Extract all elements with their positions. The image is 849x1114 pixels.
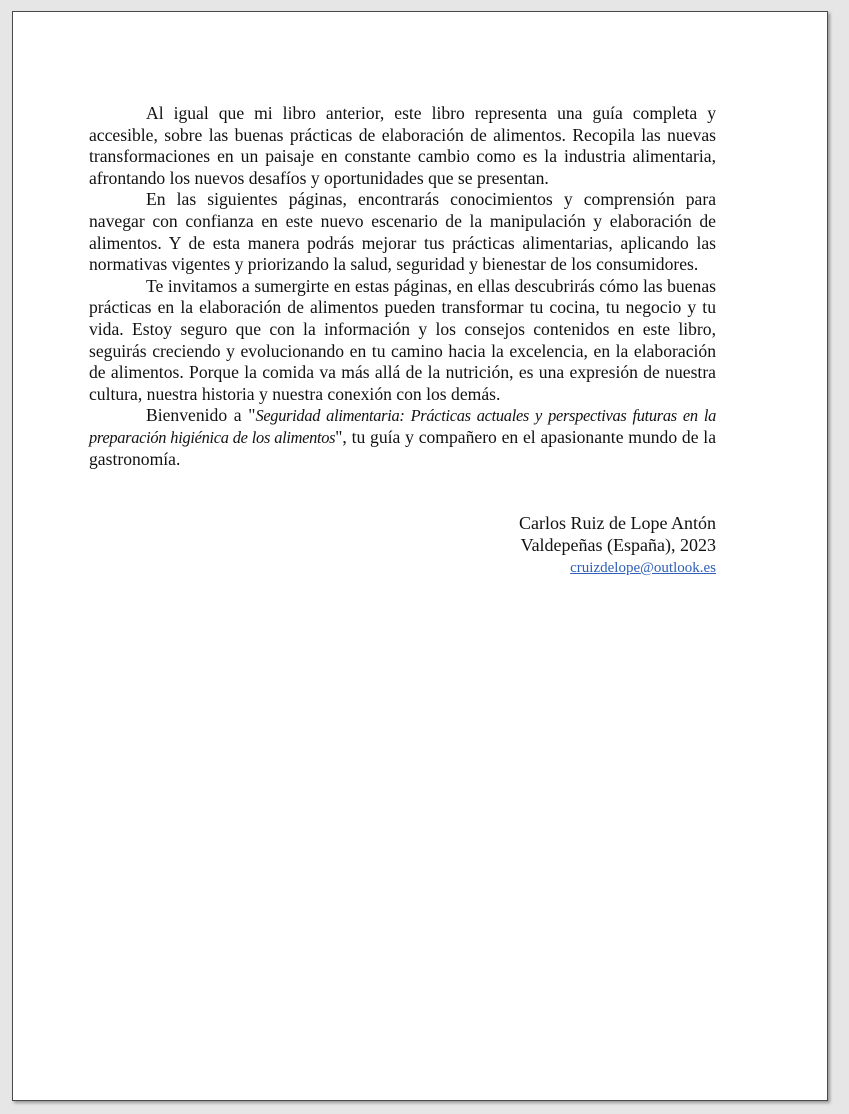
paragraph-1: Al igual que mi libro anterior, este libro representa una guía completa y accesible, sobre las buenas prácticas de elaboración de alimentos. Recopila las nuevas transformaciones en un paisaje en constante cambio como es la industria alimentaria, afrontando los nuevos desafíos y oportunidades que se presentan. (89, 103, 716, 188)
paragraph-3: Te invitamos a sumergirte en estas páginas, en ellas descubrirás cómo las buenas prácticas en la elaboración de alimentos pueden transformar tu cocina, tu negocio y tu vida. Estoy seguro que con la información y los consejos contenidos en este libro, seguirás creciendo y evolucionando en tu camino hacia la excelencia, en la elaboración de alimentos. Porque la comida va más allá de la nutrición, es una expresión de nuestra cultura, nuestra historia y nuestra conexión con los demás. (89, 275, 716, 404)
document-page (12, 11, 828, 1101)
page-content (89, 103, 716, 578)
paragraph-2: En las siguientes páginas, encontrarás conocimientos y comprensión para navegar con confianza en este nuevo escenario de la manipulación y elaboración de alimentos. Y de esta manera podrás mejorar tus prácticas alimentarias, aplicando las normativas vigentes y priorizando la salud, seguridad y bienestar de los consumidores. (89, 189, 716, 275)
book-title: Seguridad alimentaria: Prácticas actuales y perspectivas futuras en la preparación higiénica de los alimentos (89, 406, 716, 447)
paragraph-4 (89, 405, 716, 470)
paragraph-4-outro: ", tu guía y compañero en el apasionante mundo de la gastronomía. (89, 426, 716, 469)
signature-block (89, 513, 716, 578)
paragraph-4-intro: Bienvenido a " (146, 405, 256, 426)
email-link[interactable]: cruizdelope@outlook.es (570, 560, 716, 577)
author-name: Carlos Ruiz de Lope Antón (519, 513, 716, 534)
place-year: Valdepeñas (España), 2023 (520, 534, 716, 555)
